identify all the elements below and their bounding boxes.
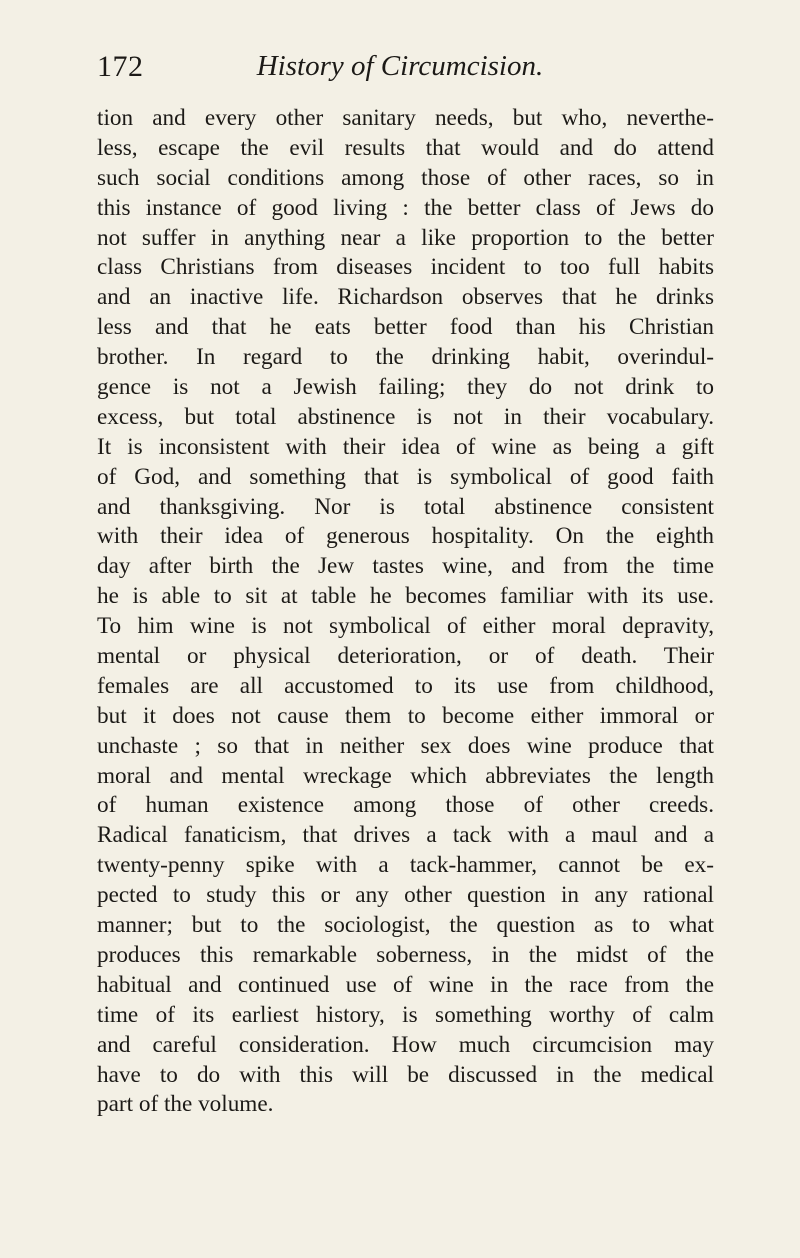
text-line: moral and mental wreckage which abbreviates the length [97, 762, 714, 789]
text-line: less, escape the evil results that would and do attend [97, 134, 714, 161]
text-line: not suffer in anything near a like proportion to the better [97, 224, 714, 251]
text-line: Radical fanaticism, that drives a tack with a maul and a [97, 822, 714, 849]
text-line: but it does not cause them to become either immoral or [97, 702, 714, 729]
text-line: with their idea of generous hospitality. On the eighth [97, 523, 714, 550]
text-line: To him wine is not symbolical of either moral depravity, [97, 613, 714, 640]
text-line: brother. In regard to the drinking habit, overindul- [97, 344, 714, 371]
text-line: of human existence among those of other creeds. [97, 792, 714, 819]
text-line: produces this remarkable soberness, in the midst of the [97, 941, 714, 968]
text-line: class Christians from diseases incident to too full habits [97, 254, 714, 281]
text-line: such social conditions among those of other races, so in [97, 164, 714, 191]
text-line: mental or physical deterioration, or of death. Their [97, 643, 714, 670]
text-line: part of the volume. [97, 1091, 274, 1118]
text-line: and an inactive life. Richardson observes that he drinks [97, 284, 714, 311]
text-line: of God, and something that is symbolical of good faith [97, 463, 714, 490]
text-line: twenty-penny spike with a tack-hammer, cannot be ex- [97, 852, 714, 879]
text-line: he is able to sit at table he becomes familiar with its use. [97, 583, 714, 610]
text-line: tion and every other sanitary needs, but who, neverthe- [97, 105, 714, 131]
text-line: pected to study this or any other question in any rational [97, 882, 714, 909]
text-line: have to do with this will be discussed in the medical [97, 1061, 714, 1088]
text-line: less and that he eats better food than his Christian [97, 314, 714, 341]
text-line: and careful consideration. How much circumcision may [97, 1031, 714, 1058]
text-line: day after birth the Jew tastes wine, and from the time [97, 553, 714, 580]
page-number: 172 [97, 50, 144, 83]
text-line: and thanksgiving. Nor is total abstinence consistent [97, 493, 714, 520]
text-line: It is inconsistent with their idea of wine as being a gift [97, 433, 714, 460]
text-line: this instance of good living : the better class of Jews do [97, 194, 714, 221]
text-line: gence is not a Jewish failing; they do not drink to [97, 374, 714, 401]
running-head [0, 50, 800, 90]
text-line: habitual and continued use of wine in the race from the [97, 971, 714, 998]
text-line: excess, but total abstinence is not in their vocabulary. [97, 403, 714, 430]
text-line: time of its earliest history, is something worthy of calm [97, 1001, 714, 1028]
text-line: unchaste ; so that in neither sex does wine produce that [97, 732, 714, 759]
running-title: History of Circumcision. [256, 50, 544, 82]
text-line: females are all accustomed to its use from childhood, [97, 672, 714, 699]
body-text [97, 104, 714, 1120]
text-line: manner; but to the sociologist, the question as to what [97, 912, 714, 939]
